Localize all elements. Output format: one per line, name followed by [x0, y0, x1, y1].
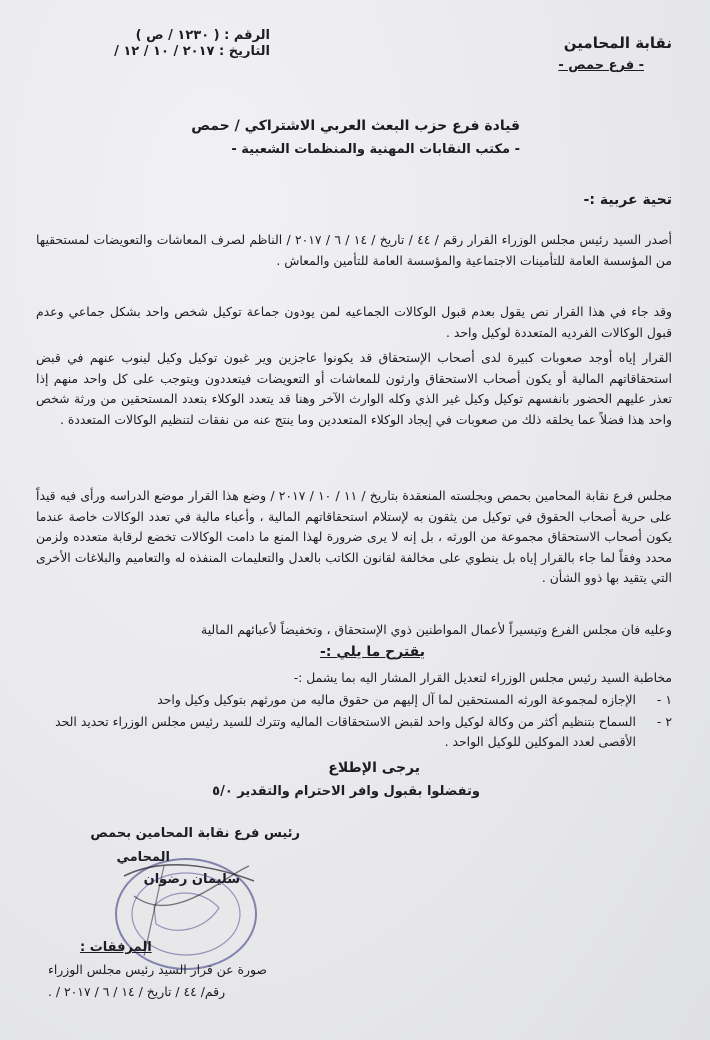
greeting: تحية عربية :-	[583, 192, 672, 208]
body-paragraph-1: أصدر السيد رئيس مجلس الوزراء القرار رقم / ٤٤ / تاريخ / ١٤ / ٦ / ٢٠١٧ / الناظم لصرف المعاشات والتعويضات لمستحقيها من المؤسسة العامة للتأمينات الاجتماعية والمؤسسة العامة للتأمين والمعاش .	[36, 232, 672, 268]
reference-date: التاريخ : ٢٠١٧ / ١٠ / ١٢ /	[114, 44, 270, 59]
addressee-line-1: قيادة فرع حزب البعث العربي الاشتراكي / حمص	[191, 118, 520, 134]
proposal-item-text: السماح بتنظيم أكثر من وكالة لوكيل واحد لقبض الاستحقاقات الماليه وتترك للسيد رئيس مجلس الوزراء تحديد الحد الأقصى لعدد الموكلين للوكيل الواحد .	[55, 714, 636, 749]
attachment-line-1: صورة عن قرار السيد رئيس مجلس الوزراء	[48, 962, 267, 977]
closing-regards: وتفضلوا بقبول وافر الاحترام والتقدير ٥/٠	[212, 784, 480, 799]
signature-title: رئيس فرع نقابة المحامين بحمص	[90, 826, 300, 841]
body-paragraph-2: وقد جاء في هذا القرار نص يقول بعدم قبول الوكالات الجماعيه لمن يودون جماعة توكيل شخص واحد بشكل جماعي وعدم قبول الوكالات الفرديه المتعددة لوكيل واحد .	[36, 304, 672, 340]
reference-number: الرقم : ( ١٢٣٠ / ص )	[135, 28, 270, 43]
proposal-item	[36, 690, 672, 710]
proposal-intro: مخاطبة السيد رئيس مجلس الوزراء لتعديل القرار المشار اليه بما يشمل :-	[293, 670, 672, 685]
body-paragraph-3: القرار إياه أوجد صعوبات كبيرة لدى أصحاب الإستحقاق قد يكونوا عاجزين وير غبون توكيل وكيل لينوب عنهم في قبض استحقاقاتهم المالية أو يكون أصحاب الاستحقاق وارثون للمعاشات أو التعويضات فيتعددون ويتوجب على كل واحد منهم إذا تعذر عليهم الحضور بانفسهم توكيل وكيل غير الذي وكله الوارث الآخر وهنا قد يتعدد الوكلاء بتعدد المستحقين من ورثة شخص واحد هذا فضلاً عما يخلقه ذلك من صعوبات في إيجاد الوكلاء المتعددين وما ينتج عنه من نفقات لتنظيم الوكالات المتعددة .	[36, 350, 672, 427]
signature-role: المحامي	[116, 850, 170, 865]
organization-name: نقابة المحامين	[563, 34, 672, 52]
request-line: يرجى الإطلاع	[328, 760, 420, 776]
attachment-line-2: رقم/ ٤٤ / تاريخ / ١٤ / ٦ / ٢٠١٧ / .	[48, 984, 226, 999]
proposal-item-number: ١ -	[656, 692, 672, 707]
body-paragraph-4: مجلس فرع نقابة المحامين بحمص وبجلسته المنعقدة بتاريخ / ١١ / ١٠ / ٢٠١٧ / وضع هذا القرار موضع الدراسه ورأى فيه قيداً على حرية أصحاب الحقوق في توكيل من يثقون به لإستلام استحقاقاتهم المالية ، وأعباء مالية في تعدد الوكالات خاصة عندما يكون أصحاب الاستحقاق مجموعة من الورثه ، بل إنه لا يرى ضرورة لهذا المنع ما دامت الوكالات تخضع لرقابة متعدده ولزمن محدد وفقاً لما جاء بالقرار إياه بل ينطوي على مخالفة لقانون الكاتب بالعدل والتعليمات المنفذه له والتعاميم والبلاغات الأخرى التي يتقيد بها ذوو الشأن .	[36, 488, 672, 585]
branch-name: - فرع حمص -	[558, 58, 644, 73]
body-paragraph-5: وعليه فان مجلس الفرع وتيسيراً لأعمال المواطنين ذوي الإستحقاق ، وتخفيضاً لأعبائهم المالية	[201, 622, 672, 637]
attachments-title: المرفقات :	[80, 940, 152, 955]
proposal-item	[36, 712, 672, 752]
proposal-item-number: ٢ -	[656, 714, 672, 729]
proposal-item-text: الإجازه لمجموعة الورثه المستحقين لما آل إليهم من حقوق ماليه من مورثهم بتوكيل وكيل واحد	[157, 692, 636, 707]
signature-name: سليمان رضوان	[143, 872, 240, 887]
proposal-title: يقترح ما يلي :-	[320, 644, 425, 660]
addressee-line-2: - مكتب النقابات المهنية والمنظمات الشعبية -	[231, 142, 520, 157]
